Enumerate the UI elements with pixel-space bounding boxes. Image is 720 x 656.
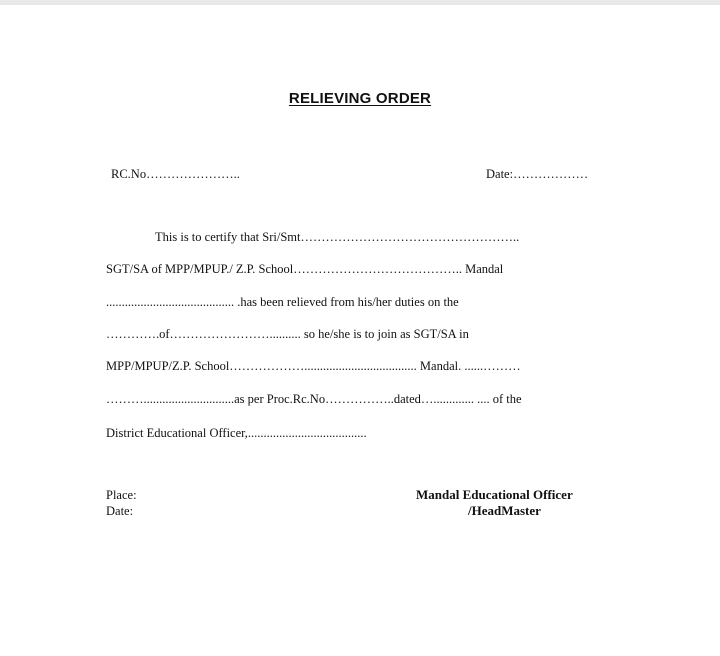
signatory-subtitle: /HeadMaster <box>468 503 541 518</box>
body-line-6: ……….............................as per Proc.Rc.No……………..dated…............. .... of the <box>106 392 522 406</box>
date-field: Date:……………… <box>486 167 589 181</box>
body-line-2: SGT/SA of MPP/MPUP./ Z.P. School………………………………….. Mandal <box>106 262 504 276</box>
body-line-1: This is to certify that Sri/Smt…………………………………………….. <box>155 230 520 244</box>
place-label: Place: <box>106 488 137 502</box>
footer-date-label: Date: <box>106 504 134 518</box>
rc-number-field: RC.No………………….. <box>111 167 240 181</box>
body-line-4: ………….of…………………….......... so he/she is to join as SGT/SA in <box>106 327 469 341</box>
body-line-7: District Educational Officer,...................................... <box>106 426 367 440</box>
signatory-title: Mandal Educational Officer <box>416 487 573 502</box>
body-line-3: ......................................... .has been relieved from his/her duties on the <box>106 295 459 309</box>
document-title <box>0 90 720 107</box>
document-page <box>0 5 720 656</box>
title-text: RELIEVING ORDER <box>288 90 432 107</box>
body-line-5: MPP/MPUP/Z.P. School……………….................................... Mandal. ......……… <box>106 359 521 373</box>
